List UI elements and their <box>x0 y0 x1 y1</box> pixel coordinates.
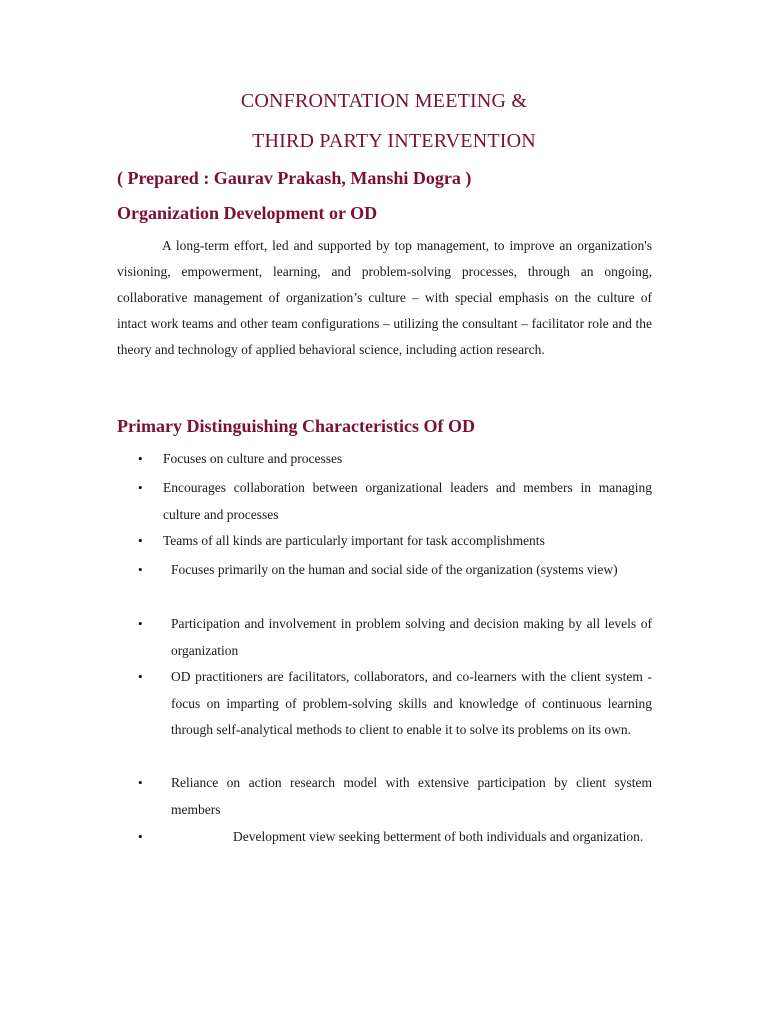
characteristics-heading: Primary Distinguishing Characteristics Of OD <box>117 416 475 436</box>
list-item-text: Encourages collaboration between organizational leaders and members in managing culture and processes <box>163 480 652 522</box>
od-definition-paragraph: A long-term effort, led and supported by top management, to improve an organization's visioning, empowerment, learning, and problem-solving processes, through an ongoing, collaborative management of organization’s culture – with special emphasis on the culture of intact work teams and other team configurations – utilizing the consultant – facilitator role and the theory and technology of applied behavioral science, including action research. <box>117 238 652 357</box>
bullet-icon: • <box>138 616 143 631</box>
bullet-icon: • <box>138 775 143 790</box>
document-title-line-2: THIRD PARTY INTERVENTION <box>252 130 536 152</box>
prepared-by-line: ( Prepared : Gaurav Prakash, Manshi Dogra ) <box>117 168 472 188</box>
document-title-line-1: CONFRONTATION MEETING & <box>240 90 528 112</box>
list-item-text: OD practitioners are facilitators, collaborators, and co-learners with the client system - focus on imparting of problem-solving skills and knowledge of continuous learning through self-analytical methods to client to enable it to solve its problems on its own. <box>171 669 652 737</box>
bullet-icon: • <box>138 480 143 495</box>
list-item-text: Focuses on culture and processes <box>163 451 343 466</box>
list-item-text: Participation and involvement in problem solving and decision making by all levels of organization <box>171 616 652 658</box>
od-section-heading: Organization Development or OD <box>117 203 378 223</box>
list-item-text: Reliance on action research model with extensive participation by client system members <box>171 775 652 817</box>
list-item-text: Focuses primarily on the human and social side of the organization (systems view) <box>171 562 618 577</box>
bullet-icon: • <box>138 669 143 684</box>
list-item-text: Development view seeking betterment of both individuals and organization. <box>233 829 644 844</box>
bullet-icon: • <box>138 451 143 466</box>
list-item-text: Teams of all kinds are particularly important for task accomplishments <box>163 533 545 548</box>
bullet-icon: • <box>138 562 143 577</box>
bullet-icon: • <box>138 533 143 548</box>
bullet-icon: • <box>138 829 143 844</box>
